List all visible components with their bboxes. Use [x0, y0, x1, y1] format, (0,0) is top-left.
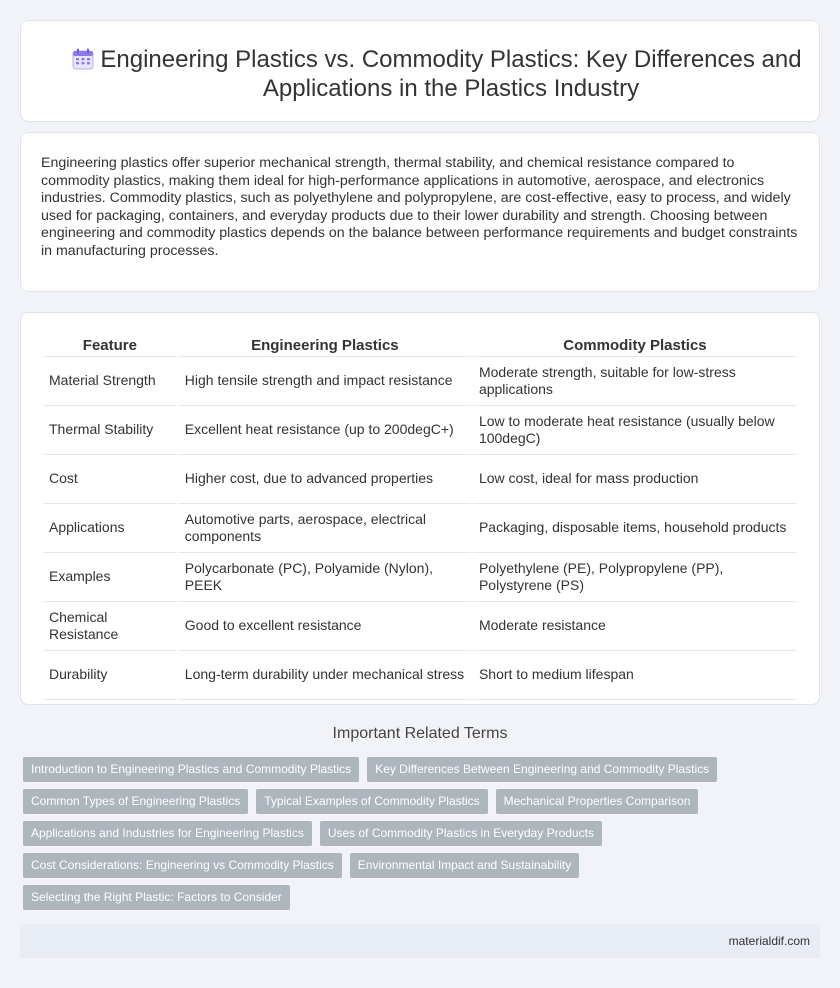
header-card — [20, 20, 820, 122]
related-term-link[interactable]: Common Types of Engineering Plastics — [23, 789, 248, 814]
engineering-cell: Excellent heat resistance (up to 200degC+) — [179, 406, 471, 455]
related-term-link[interactable]: Environmental Impact and Sustainability — [350, 853, 579, 878]
commodity-cell: Low cost, ideal for mass production — [473, 455, 797, 504]
commodity-cell: Moderate resistance — [473, 602, 797, 651]
related-term-link[interactable]: Introduction to Engineering Plastics and Commodity Plastics — [23, 757, 359, 782]
related-terms-list — [23, 757, 723, 917]
feature-cell: Examples — [43, 553, 177, 602]
commodity-cell: Moderate strength, suitable for low-stress applications — [473, 357, 797, 406]
related-term-link[interactable]: Applications and Industries for Engineering Plastics — [23, 821, 312, 846]
related-term-link[interactable]: Typical Examples of Commodity Plastics — [256, 789, 487, 814]
engineering-cell: High tensile strength and impact resistance — [179, 357, 471, 406]
commodity-cell: Polyethylene (PE), Polypropylene (PP), Polystyrene (PS) — [473, 553, 797, 602]
comparison-table — [41, 333, 799, 700]
related-term-link[interactable]: Uses of Commodity Plastics in Everyday Products — [320, 821, 602, 846]
commodity-cell: Short to medium lifespan — [473, 651, 797, 700]
related-term-link[interactable]: Mechanical Properties Comparison — [496, 789, 699, 814]
table-row — [43, 357, 797, 406]
footer — [20, 924, 820, 958]
commodity-cell: Low to moderate heat resistance (usually below 100degC) — [473, 406, 797, 455]
feature-cell: Thermal Stability — [43, 406, 177, 455]
related-term-link[interactable]: Cost Considerations: Engineering vs Commodity Plastics — [23, 853, 342, 878]
footer-site-link[interactable]: materialdif.com — [728, 934, 810, 948]
engineering-cell: Long-term durability under mechanical stress — [179, 651, 471, 700]
table-row — [43, 406, 797, 455]
engineering-cell: Polycarbonate (PC), Polyamide (Nylon), PEEK — [179, 553, 471, 602]
feature-cell: Cost — [43, 455, 177, 504]
related-term-link[interactable]: Key Differences Between Engineering and Commodity Plastics — [367, 757, 717, 782]
feature-cell: Applications — [43, 504, 177, 553]
intro-paragraph: Engineering plastics offer superior mechanical strength, thermal stability, and chemical resistance compared to commodity plastics, making them ideal for high-performance applications in automotive, aerospace, and electronics industries. Commodity plastics, such as polyethylene and polypropylene, are cost-effective, easy to process, and widely used for packaging, containers, and everyday products due to their lower durability and strength. Choosing between engineering and commodity plastics depends on the balance between performance requirements and budget constraints in manufacturing processes. — [41, 155, 798, 259]
table-row — [43, 602, 797, 651]
related-terms-title: Important Related Terms — [332, 725, 508, 742]
table-row — [43, 504, 797, 553]
page-title: Engineering Plastics vs. Commodity Plastics: Key Differences and Applications in the Plastics Industry — [100, 46, 802, 102]
header-engineering: Engineering Plastics — [179, 333, 471, 357]
calendar-icon — [71, 47, 95, 71]
feature-cell: Chemical Resistance — [43, 602, 177, 651]
table-row — [43, 455, 797, 504]
feature-cell: Durability — [43, 651, 177, 700]
header-feature: Feature — [43, 333, 177, 357]
header-commodity: Commodity Plastics — [473, 333, 797, 357]
comparison-table-card — [20, 312, 820, 705]
related-term-link[interactable]: Selecting the Right Plastic: Factors to Consider — [23, 885, 290, 910]
table-row — [43, 553, 797, 602]
engineering-cell: Higher cost, due to advanced properties — [179, 455, 471, 504]
table-header-row — [43, 333, 797, 357]
table-row — [43, 651, 797, 700]
engineering-cell: Automotive parts, aerospace, electrical components — [179, 504, 471, 553]
intro-card — [20, 132, 820, 292]
engineering-cell: Good to excellent resistance — [179, 602, 471, 651]
feature-cell: Material Strength — [43, 357, 177, 406]
commodity-cell: Packaging, disposable items, household products — [473, 504, 797, 553]
